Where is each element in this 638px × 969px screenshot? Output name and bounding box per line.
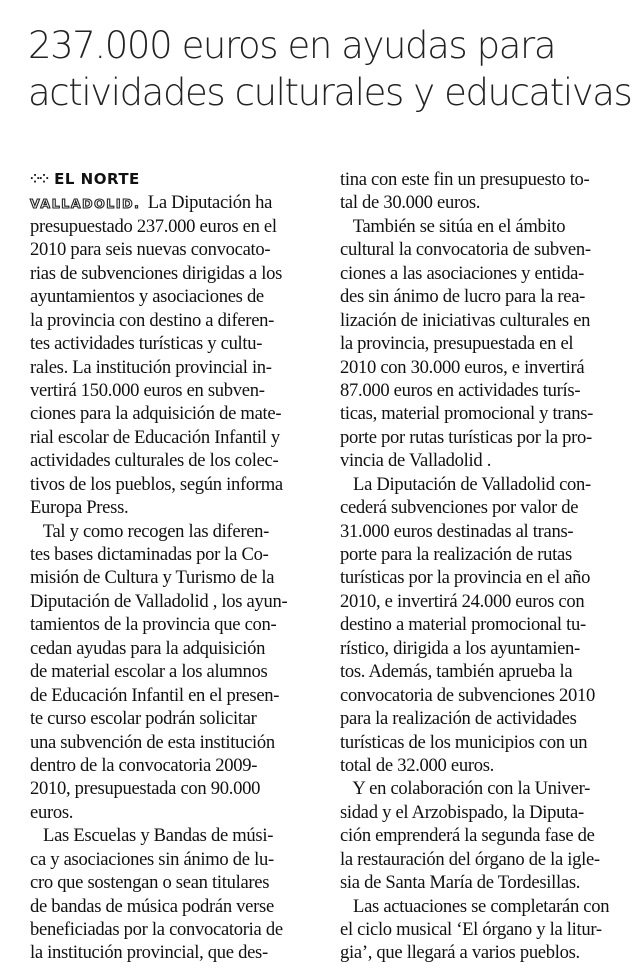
text-line: de material escolar a los alumnos <box>30 661 268 683</box>
text-line: ciones para la adquisición de mate- <box>30 403 282 425</box>
source-name: EL NORTE <box>54 170 140 188</box>
text-line: tos. Además, también aprueba la <box>340 661 573 683</box>
text-line: ayuntamientos y asociaciones de <box>30 286 264 308</box>
text-line: cederá subvenciones por valor de <box>340 497 579 519</box>
left-column-text <box>30 191 317 964</box>
text-line: rales. La institución provincial in- <box>30 356 272 378</box>
headline <box>28 22 632 116</box>
text-line: Tal y como recogen las diferen- <box>30 520 270 542</box>
text-line: 2010, presupuestada con 90.000 <box>30 778 261 800</box>
right-column <box>340 168 624 965</box>
text-line: para la realización de actividades <box>340 708 577 730</box>
text-line: tina con este fin un presupuesto to- <box>340 169 590 190</box>
text-line: 31.000 euros destinadas al trans- <box>340 520 574 542</box>
text-line: ción emprenderá la segunda fase de <box>340 825 595 847</box>
text-line: la provincia, presupuestada en el <box>340 333 574 355</box>
text-line: turísticas por la provincia en el año <box>340 567 591 589</box>
text-line: rias de subvenciones dirigidas a los <box>30 262 283 284</box>
text-line: tal de 30.000 euros. <box>340 192 481 214</box>
left-column <box>30 168 317 965</box>
text-line: de bandas de música podrán verse <box>30 895 274 917</box>
text-line: Las Escuelas y Bandas de músi- <box>30 825 274 847</box>
text-line: sidad y el Arzobispado, la Diputa- <box>340 801 584 823</box>
text-line-content: La Diputación ha <box>143 192 273 214</box>
text-line: tes bases dictaminadas por la Co- <box>30 544 269 565</box>
text-line: la institución provincial, que des- <box>30 942 268 964</box>
text-line: beneficiadas por la convocatoria de <box>30 919 283 940</box>
dateline-place: VALLADOLID. <box>30 196 141 212</box>
headline-line: 237.000 euros en ayudas para <box>28 24 556 67</box>
text-line: 2010 con 30.000 euros, e invertirá <box>340 356 585 378</box>
text-line: euros. <box>30 801 74 823</box>
text-line: vincia de Valladolid . <box>340 450 492 472</box>
text-line: lización de iniciativas culturales en <box>340 309 591 331</box>
text-line: el ciclo musical ‘El órgano y la litur- <box>340 919 602 940</box>
text-line: misión de Cultura y Turismo de la <box>30 567 275 589</box>
text-line: presupuestado 237.000 euros en el <box>30 215 277 237</box>
text-line: dentro de la convocatoria 2009- <box>30 754 258 776</box>
text-line: una subvención de esta institución <box>30 731 275 753</box>
text-line: 2010, e invertirá 24.000 euros con <box>340 590 585 612</box>
text-line: vertirá 150.000 euros en subven- <box>30 379 265 401</box>
text-line: rial escolar de Educación Infantil y <box>30 426 280 448</box>
text-line: 2010 para seis nuevas convocato- <box>30 239 271 261</box>
text-line: porte por rutas turísticas por la pro- <box>340 426 592 448</box>
text-line <box>30 191 317 214</box>
text-line: te curso escolar podrán solicitar <box>30 708 257 730</box>
headline-line: actividades culturales y educativas <box>28 71 632 114</box>
text-line: des sin ánimo de lucro para la rea- <box>340 286 586 308</box>
text-line: total de 32.000 euros. <box>340 754 494 776</box>
text-line: cro que sostengan o sean titulares <box>30 872 270 894</box>
text-line: ticas, material promocional y trans- <box>340 403 594 425</box>
text-line: turísticas de los municipios con un <box>340 731 588 753</box>
text-line: tes actividades turísticas y cultu- <box>30 333 263 355</box>
text-line: Las actuaciones se completarán con <box>340 895 610 917</box>
text-line: cedan ayudas para la adquisición <box>30 637 266 659</box>
text-line: Diputación de Valladolid , los ayun- <box>30 590 288 612</box>
text-line: ciones a las asociaciones y entida- <box>340 262 585 284</box>
text-line: tivos de los pueblos, según informa <box>30 473 283 495</box>
text-line: cultural la convocatoria de subven- <box>340 239 591 261</box>
text-line: 87.000 euros en actividades turís- <box>340 379 581 401</box>
text-line: la restauración del órgano de la igle- <box>340 848 600 870</box>
text-line: actividades culturales de los colec- <box>30 450 279 472</box>
text-line: Europa Press. <box>30 497 129 519</box>
text-line: gia’, que llegará a varios pueblos. <box>340 942 580 964</box>
byline <box>30 168 317 191</box>
text-line: de Educación Infantil en el presen- <box>30 684 280 706</box>
text-line: sia de Santa María de Tordesillas. <box>340 872 581 894</box>
text-line: tamientos de la provincia que con- <box>30 614 277 636</box>
text-line: la provincia con destino a diferen- <box>30 309 275 331</box>
text-line: También se sitúa en el ámbito <box>340 215 566 237</box>
text-line: La Diputación de Valladolid con- <box>340 473 591 495</box>
grid-dots-icon: ⁘⁘ <box>30 172 49 186</box>
right-column-text <box>340 168 624 965</box>
text-line: ca y asociaciones sin ánimo de lu- <box>30 848 274 870</box>
text-line: convocatoria de subvenciones 2010 <box>340 684 595 706</box>
text-line: destino a material promocional tu- <box>340 614 586 636</box>
text-line: Y en colaboración con la Univer- <box>340 778 591 800</box>
text-line: porte para la realización de rutas <box>340 544 572 565</box>
text-line: rístico, dirigida a los ayuntamien- <box>340 637 580 659</box>
